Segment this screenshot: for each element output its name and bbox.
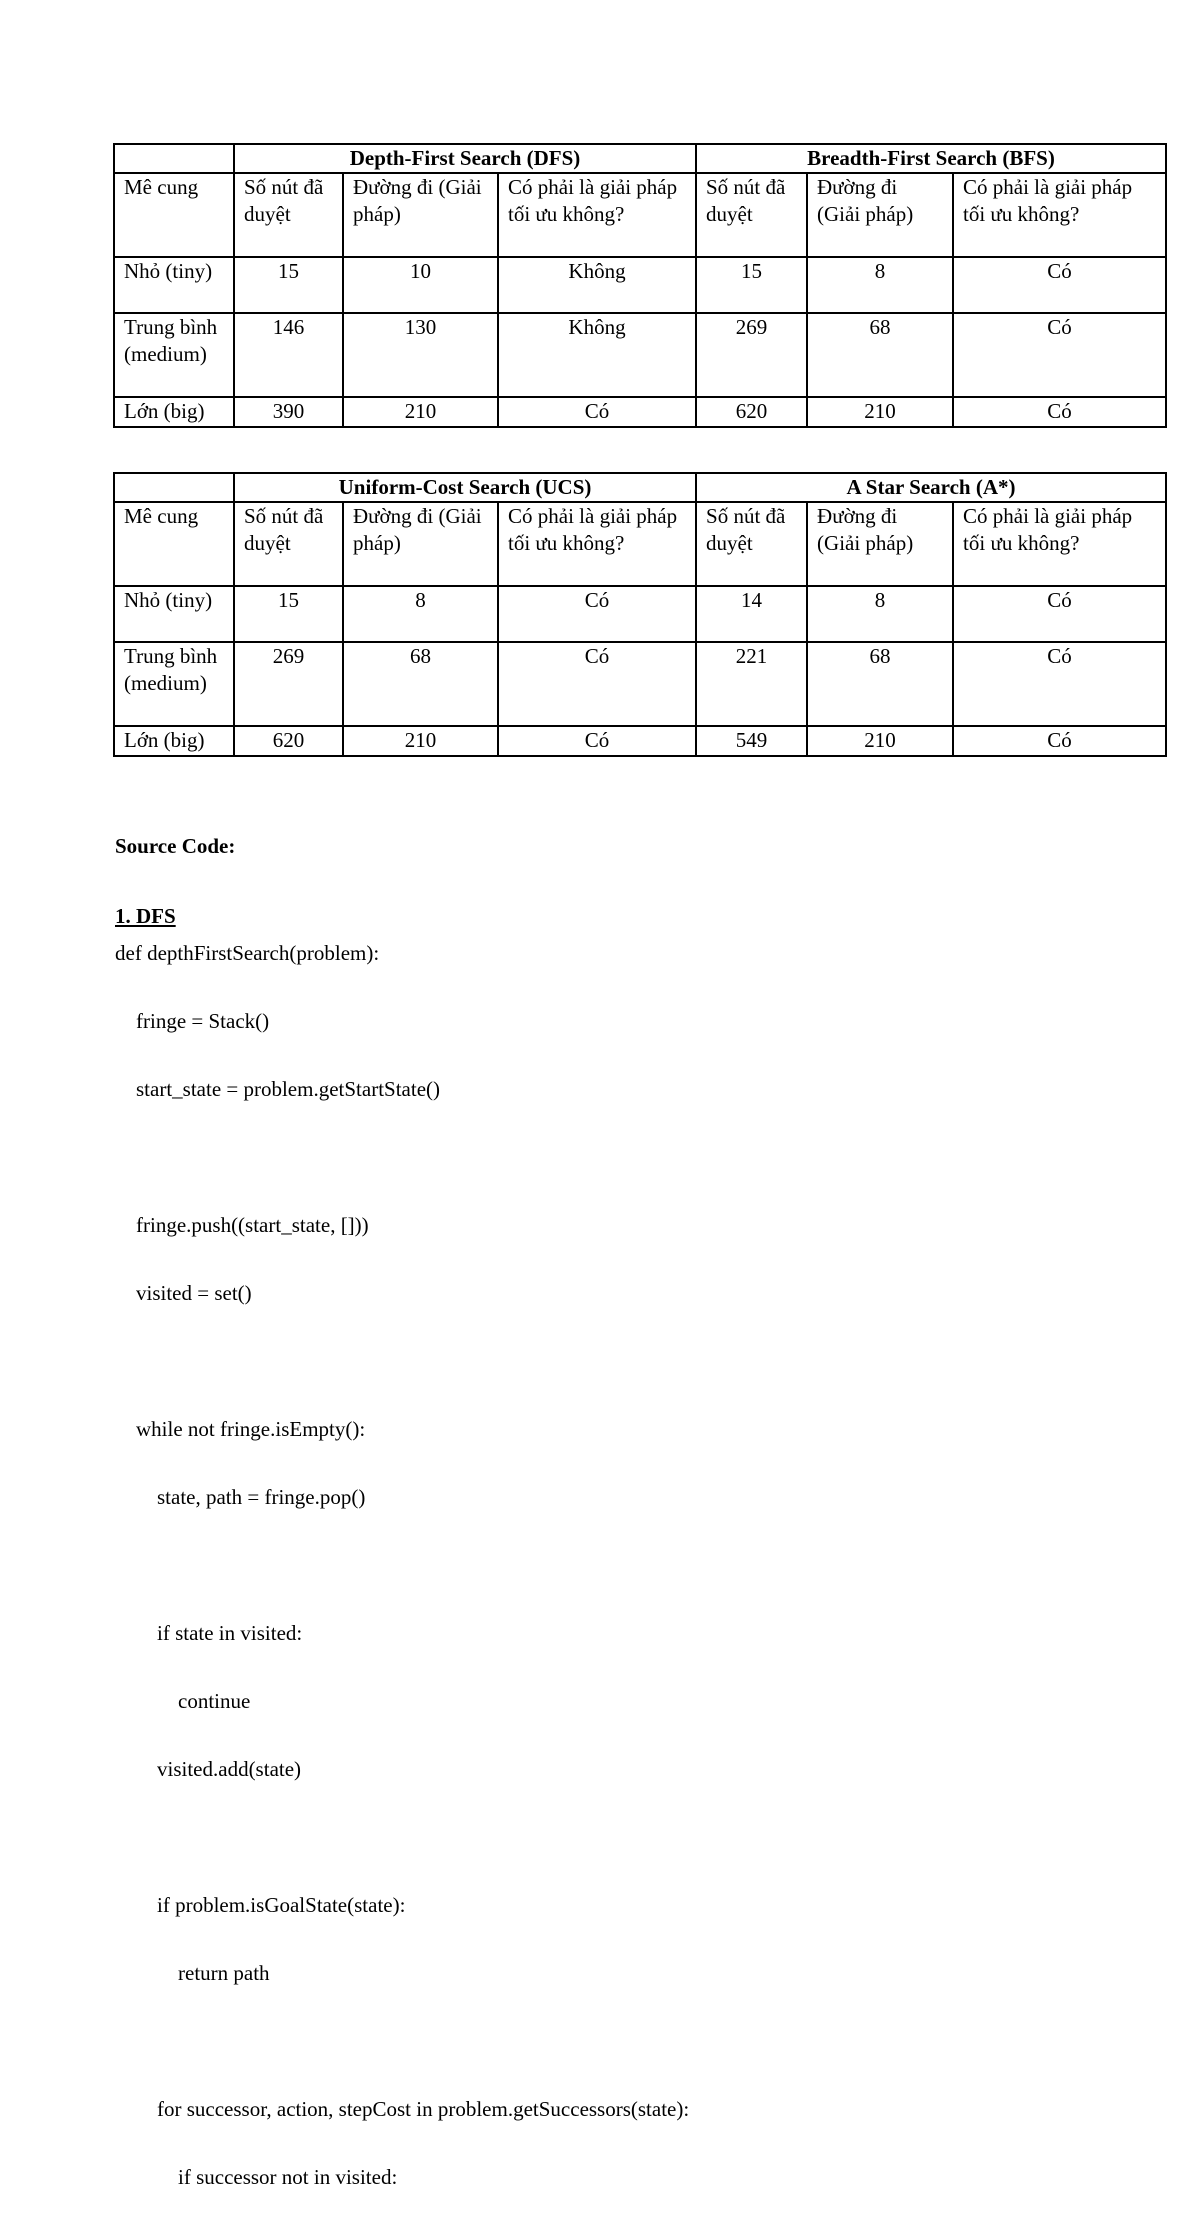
code-block xyxy=(115,936,689,2228)
path-cell: 8 xyxy=(343,586,498,642)
optimal-cell: Có xyxy=(953,257,1166,313)
code-line: fringe.push((start_state, [])) xyxy=(115,1213,369,1237)
optimal-cell: Có xyxy=(953,397,1166,427)
optimal-cell: Có xyxy=(498,397,696,427)
col-optimal-header: Có phải là giải pháp tối ưu không? xyxy=(953,502,1166,586)
code-line: visited.add(state) xyxy=(115,1757,302,1781)
table-column-header-row xyxy=(114,502,1166,586)
path-cell: 210 xyxy=(807,397,953,427)
path-cell: 210 xyxy=(343,397,498,427)
code-line: if successor not in visited: xyxy=(115,2165,398,2189)
path-cell: 210 xyxy=(343,726,498,756)
optimal-cell: Có xyxy=(498,726,696,756)
nodes-cell: 146 xyxy=(234,313,343,397)
maze-name-cell: Lớn (big) xyxy=(114,397,234,427)
code-line: visited = set() xyxy=(115,1281,252,1305)
empty-corner-cell xyxy=(114,144,234,173)
col-nodes-header: Số nút đã duyệt xyxy=(696,502,807,586)
col-nodes-header: Số nút đã duyệt xyxy=(234,173,343,257)
empty-corner-cell xyxy=(114,473,234,502)
table-row xyxy=(114,257,1166,313)
code-line: continue xyxy=(115,1689,251,1713)
col-path-header: Đường đi (Giải pháp) xyxy=(343,502,498,586)
path-cell: 210 xyxy=(807,726,953,756)
code-line xyxy=(115,1140,689,1174)
code-line xyxy=(115,1820,689,1854)
optimal-cell: Không xyxy=(498,257,696,313)
table-row xyxy=(114,642,1166,726)
code-line xyxy=(115,1344,689,1378)
optimal-cell: Có xyxy=(498,586,696,642)
dfs-subheading: 1. DFS xyxy=(115,904,176,928)
table-column-header-row xyxy=(114,173,1166,257)
source-code-heading: Source Code: xyxy=(115,834,236,858)
col-optimal-header: Có phải là giải pháp tối ưu không? xyxy=(498,502,696,586)
maze-name-cell: Lớn (big) xyxy=(114,726,234,756)
nodes-cell: 390 xyxy=(234,397,343,427)
code-line xyxy=(115,1548,689,1582)
col-maze-header: Mê cung xyxy=(114,173,234,257)
code-line xyxy=(115,2024,689,2058)
maze-name-cell: Trung bình (medium) xyxy=(114,642,234,726)
col-optimal-header: Có phải là giải pháp tối ưu không? xyxy=(498,173,696,257)
path-cell: 68 xyxy=(807,642,953,726)
code-line: def depthFirstSearch(problem): xyxy=(115,941,380,965)
nodes-cell: 620 xyxy=(234,726,343,756)
path-cell: 10 xyxy=(343,257,498,313)
col-maze-header: Mê cung xyxy=(114,502,234,586)
table-row xyxy=(114,397,1166,427)
code-line: start_state = problem.getStartState() xyxy=(115,1077,441,1101)
nodes-cell: 15 xyxy=(234,586,343,642)
nodes-cell: 221 xyxy=(696,642,807,726)
nodes-cell: 15 xyxy=(696,257,807,313)
col-nodes-header: Số nút đã duyệt xyxy=(234,502,343,586)
col-nodes-header: Số nút đã duyệt xyxy=(696,173,807,257)
optimal-cell: Có xyxy=(498,642,696,726)
col-path-header: Đường đi (Giải pháp) xyxy=(807,173,953,257)
maze-name-cell: Trung bình (medium) xyxy=(114,313,234,397)
path-cell: 8 xyxy=(807,257,953,313)
optimal-cell: Không xyxy=(498,313,696,397)
path-cell: 130 xyxy=(343,313,498,397)
code-line: for successor, action, stepCost in problem.getSuccessors(state): xyxy=(115,2097,690,2121)
maze-name-cell: Nhỏ (tiny) xyxy=(114,257,234,313)
bfs-group-header: Breadth-First Search (BFS) xyxy=(696,144,1166,173)
astar-group-header: A Star Search (A*) xyxy=(696,473,1166,502)
nodes-cell: 549 xyxy=(696,726,807,756)
source-code-section xyxy=(115,834,235,858)
optimal-cell: Có xyxy=(953,642,1166,726)
path-cell: 68 xyxy=(343,642,498,726)
table-row xyxy=(114,313,1166,397)
dfs-group-header: Depth-First Search (DFS) xyxy=(234,144,696,173)
nodes-cell: 269 xyxy=(696,313,807,397)
col-optimal-header: Có phải là giải pháp tối ưu không? xyxy=(953,173,1166,257)
code-line: if problem.isGoalState(state): xyxy=(115,1893,406,1917)
path-cell: 8 xyxy=(807,586,953,642)
table-group-header-row xyxy=(114,473,1166,502)
table-row xyxy=(114,586,1166,642)
code-line: while not fringe.isEmpty(): xyxy=(115,1417,366,1441)
nodes-cell: 620 xyxy=(696,397,807,427)
table-row xyxy=(114,726,1166,756)
nodes-cell: 14 xyxy=(696,586,807,642)
nodes-cell: 15 xyxy=(234,257,343,313)
code-line: fringe = Stack() xyxy=(115,1009,270,1033)
col-path-header: Đường đi (Giải pháp) xyxy=(807,502,953,586)
dfs-bfs-results-table xyxy=(113,143,1167,428)
col-path-header: Đường đi (Giải pháp) xyxy=(343,173,498,257)
optimal-cell: Có xyxy=(953,726,1166,756)
code-line: if state in visited: xyxy=(115,1621,303,1645)
maze-name-cell: Nhỏ (tiny) xyxy=(114,586,234,642)
optimal-cell: Có xyxy=(953,313,1166,397)
table-group-header-row xyxy=(114,144,1166,173)
code-line: return path xyxy=(115,1961,270,1985)
path-cell: 68 xyxy=(807,313,953,397)
ucs-group-header: Uniform-Cost Search (UCS) xyxy=(234,473,696,502)
ucs-astar-results-table xyxy=(113,472,1167,757)
nodes-cell: 269 xyxy=(234,642,343,726)
optimal-cell: Có xyxy=(953,586,1166,642)
code-line: state, path = fringe.pop() xyxy=(115,1485,366,1509)
